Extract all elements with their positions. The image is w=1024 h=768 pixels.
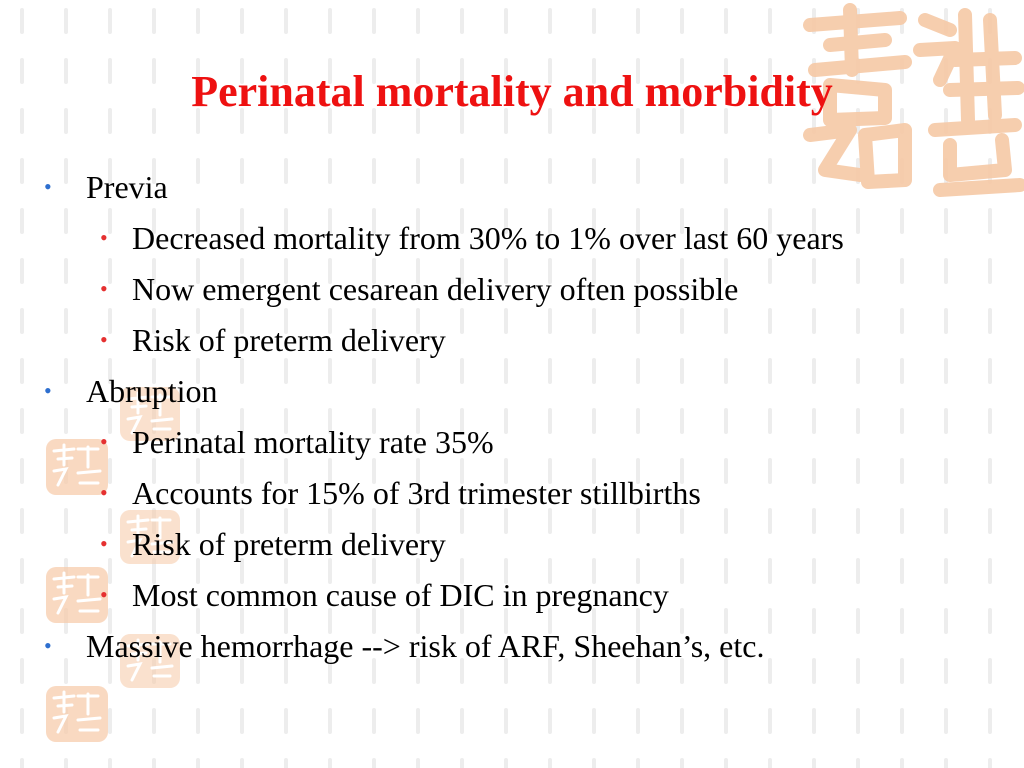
chinese-seal-watermark-icon — [44, 684, 110, 744]
bullet-dot-icon: • — [100, 582, 108, 607]
sub-bullet-item — [44, 523, 944, 565]
sub-bullet-item — [44, 574, 944, 616]
bullet-text: Previa — [86, 169, 168, 205]
bullet-item-abruption — [44, 370, 944, 412]
sub-bullet-text: Decreased mortality from 30% to 1% over last 60 years — [132, 220, 844, 256]
bullet-dot-icon: • — [100, 327, 108, 352]
sub-bullet-text: Most common cause of DIC in pregnancy — [132, 577, 669, 613]
slide-title: Perinatal mortality and morbidity — [191, 67, 833, 116]
bullet-dot-icon: • — [44, 378, 52, 403]
sub-bullet-item — [44, 217, 944, 259]
sub-bullet-text: Risk of preterm delivery — [132, 526, 446, 562]
bullet-dot-icon: • — [100, 480, 108, 505]
sub-bullet-item — [44, 319, 944, 361]
sub-bullet-item — [44, 421, 944, 463]
sub-bullet-text: Accounts for 15% of 3rd trimester stillbirths — [132, 475, 701, 511]
sub-bullet-text: Risk of preterm delivery — [132, 322, 446, 358]
bullet-dot-icon: • — [100, 276, 108, 301]
bullet-list — [44, 160, 944, 673]
bullet-dot-icon: • — [100, 225, 108, 250]
bullet-dot-icon: • — [100, 531, 108, 556]
bullet-item-massive-hemorrhage — [44, 625, 944, 667]
bullet-text: Abruption — [86, 373, 218, 409]
sub-bullet-text: Now emergent cesarean delivery often possible — [132, 271, 739, 307]
sub-bullet-item — [44, 472, 944, 514]
bullet-dot-icon: • — [100, 429, 108, 454]
sub-bullet-item — [44, 268, 944, 310]
sub-bullet-text: Perinatal mortality rate 35% — [132, 424, 494, 460]
bullet-text: Massive hemorrhage --> risk of ARF, Sheehan’s, etc. — [86, 628, 765, 664]
bullet-dot-icon: • — [44, 633, 52, 658]
bullet-item-previa — [44, 166, 944, 208]
bullet-dot-icon: • — [44, 174, 52, 199]
